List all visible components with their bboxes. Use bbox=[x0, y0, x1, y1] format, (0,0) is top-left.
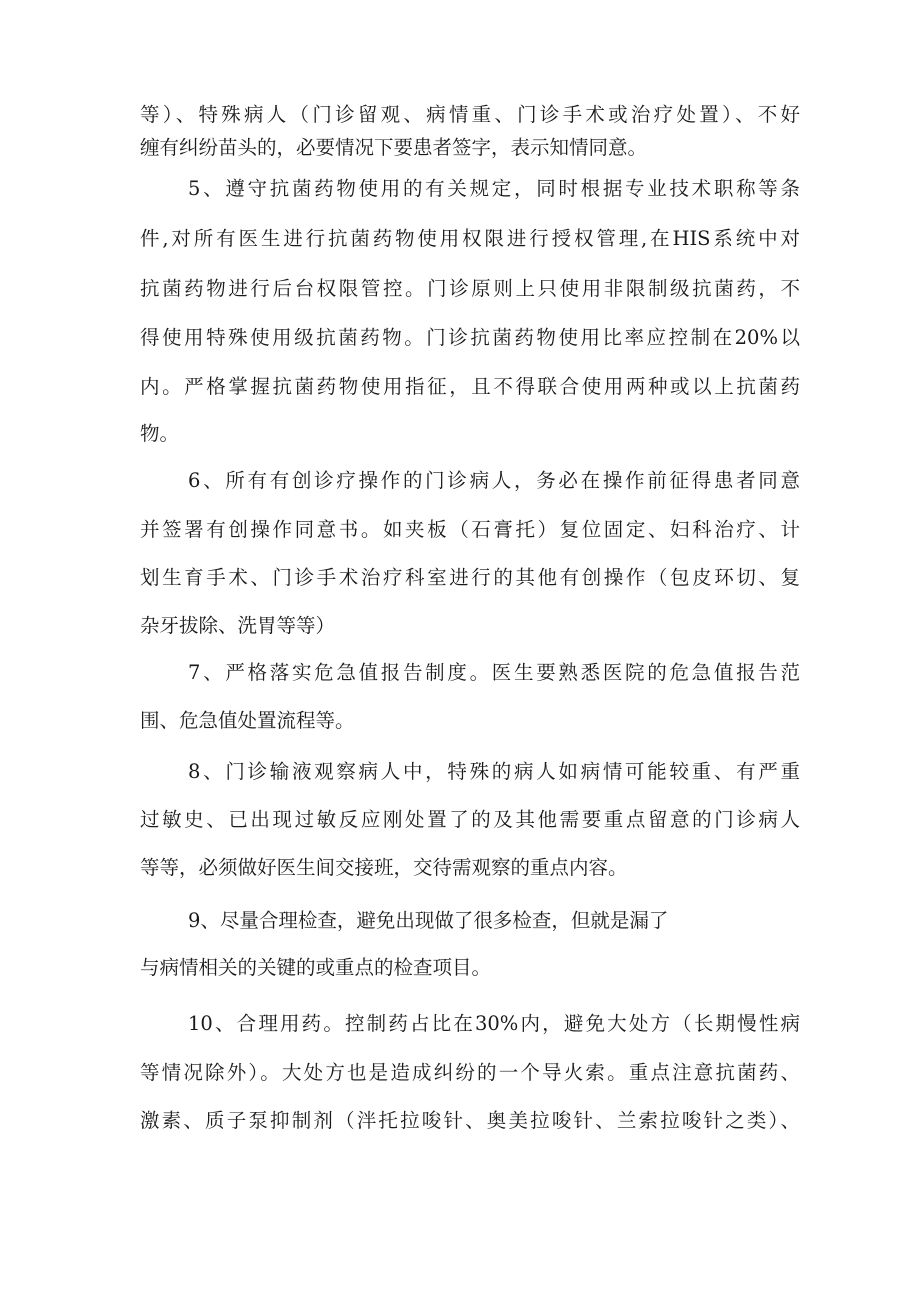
paragraph-6-line: 6、所有有创诊疗操作的门诊病人，务必在操作前征得患者同意 bbox=[188, 469, 800, 492]
text-line: 与病情相关的关键的或重点的检查项目。 bbox=[140, 956, 492, 979]
text-line: 等情况除外）。大处方也是造成纠纷的一个导火索。重点注意抗菌药、 bbox=[140, 1061, 800, 1084]
paragraph-9-line: 9、尽量合理检查，避免出现做了很多检查，但就是漏了 bbox=[188, 909, 669, 932]
paragraph-5-line: 5、遵守抗菌药物使用的有关规定，同时根据专业技术职称等条 bbox=[188, 177, 800, 200]
text-line: 物。 bbox=[140, 422, 180, 445]
text-line: 得使用特殊使用级抗菌药物。门诊抗菌药物使用比率应控制在20%以 bbox=[140, 326, 800, 349]
text-line: 围、危急值处置流程等。 bbox=[140, 709, 355, 732]
paragraph-10-line: 10、合理用药。控制药占比在30%内，避免大处方（长期慢性病 bbox=[188, 1012, 800, 1035]
text-line: 杂牙拔除、洗胃等等） bbox=[140, 614, 336, 637]
text-line: 缠有纠纷苗头的，必要情况下要患者签字，表示知情同意。 bbox=[140, 136, 648, 159]
paragraph-7-line: 7、严格落实危急值报告制度。医生要熟悉医院的危急值报告范 bbox=[188, 661, 800, 684]
text-line: 内。严格掌握抗菌药物使用指征，且不得联合使用两种或以上抗菌药 bbox=[140, 375, 800, 398]
text-line: 件,对所有医生进行抗菌药物使用权限进行授权管理,在HIS系统中对 bbox=[140, 227, 800, 250]
paragraph-8-line: 8、门诊输液观察病人中，特殊的病人如病情可能较重、有严重 bbox=[188, 760, 800, 783]
text-line: 并签署有创操作同意书。如夹板（石膏托）复位固定、妇科治疗、计 bbox=[140, 518, 800, 541]
text-line: 等等，必须做好医生间交接班，交待需观察的重点内容。 bbox=[140, 856, 628, 879]
text-line: 过敏史、已出现过敏反应刚处置了的及其他需要重点留意的门诊病人 bbox=[140, 808, 800, 831]
text-line: 抗菌药物进行后台权限管控。门诊原则上只使用非限制级抗菌药，不 bbox=[140, 277, 800, 300]
text-line: 等）、特殊病人（门诊留观、病情重、门诊手术或治疗处置）、不好 bbox=[140, 103, 800, 126]
text-line: 划生育手术、门诊手术治疗科室进行的其他有创操作（包皮环切、复 bbox=[140, 566, 800, 589]
text-line: 激素、质子泵抑制剂（泮托拉唆针、奥美拉唆针、兰索拉唆针之类）、 bbox=[140, 1109, 800, 1132]
